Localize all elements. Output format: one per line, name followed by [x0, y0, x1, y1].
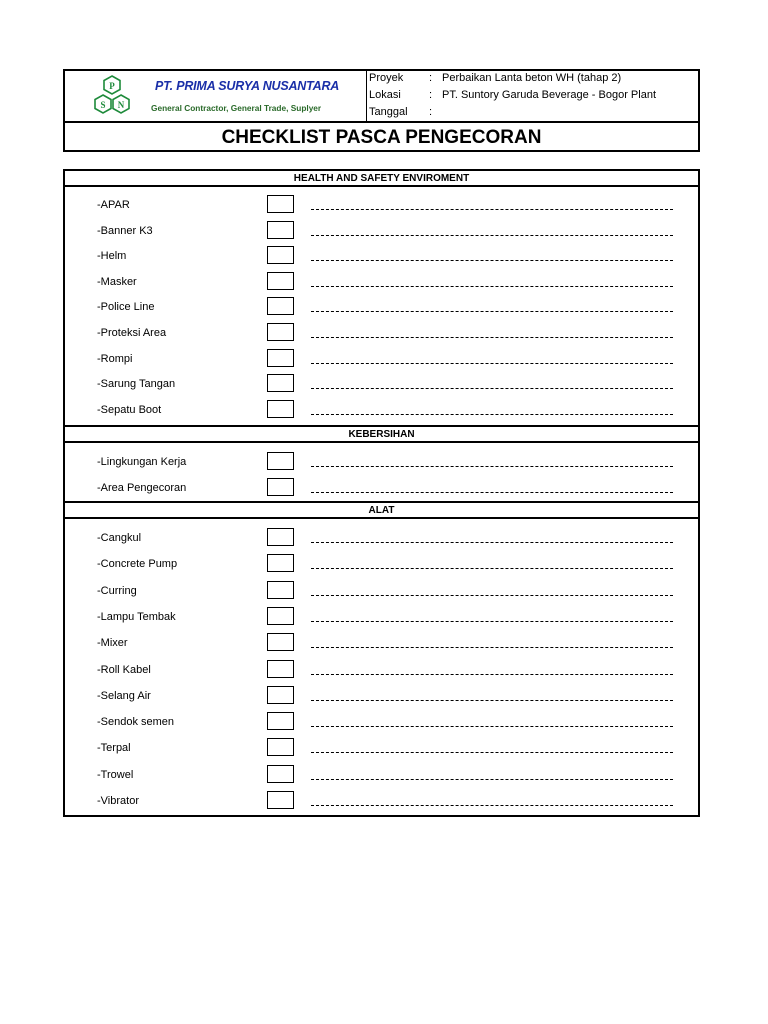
info-value: PT. Suntory Garuda Beverage - Bogor Plant — [442, 89, 657, 101]
company-block — [65, 71, 367, 121]
notes-line[interactable] — [311, 363, 673, 364]
checklist-row — [65, 607, 698, 633]
project-info — [369, 71, 699, 121]
notes-line[interactable] — [311, 621, 673, 622]
checklist-item-label: -Rompi — [97, 352, 133, 365]
checklist-table — [63, 169, 700, 817]
info-label: Proyek — [369, 72, 404, 84]
notes-line[interactable] — [311, 779, 673, 780]
notes-line[interactable] — [311, 466, 673, 467]
notes-line[interactable] — [311, 568, 673, 569]
checklist-row — [65, 452, 698, 478]
document-header — [63, 69, 700, 152]
checkbox[interactable] — [267, 607, 294, 625]
checkbox[interactable] — [267, 738, 294, 756]
checklist-row — [65, 221, 698, 247]
notes-line[interactable] — [311, 492, 673, 493]
notes-line[interactable] — [311, 388, 673, 389]
notes-line[interactable] — [311, 805, 673, 806]
checklist-row — [65, 633, 698, 659]
checklist-row — [65, 246, 698, 272]
info-label: Tanggal — [369, 106, 408, 118]
checklist-item-label: -Concrete Pump — [97, 558, 178, 571]
checklist-item-label: -APAR — [97, 199, 130, 211]
checkbox[interactable] — [267, 221, 294, 239]
checkbox[interactable] — [267, 478, 294, 496]
checkbox[interactable] — [267, 195, 294, 213]
checkbox[interactable] — [267, 452, 294, 470]
checkbox[interactable] — [267, 765, 294, 783]
checklist-row — [65, 554, 698, 580]
logo-letter-s: S — [100, 100, 106, 110]
checklist-row — [65, 374, 698, 400]
checkbox[interactable] — [267, 297, 294, 315]
document-title: CHECKLIST PASCA PENGECORAN — [221, 127, 542, 148]
info-colon: : — [429, 106, 433, 118]
checkbox[interactable] — [267, 660, 294, 678]
notes-line[interactable] — [311, 726, 673, 727]
checkbox[interactable] — [267, 246, 294, 264]
checklist-row — [65, 712, 698, 738]
section-heading: ALAT — [65, 503, 698, 519]
checklist-item-label: -Vibrator — [97, 795, 139, 807]
notes-line[interactable] — [311, 542, 673, 543]
notes-line[interactable] — [311, 647, 673, 648]
checklist-item-label: -Helm — [97, 250, 127, 263]
checklist-item-label: -Banner K3 — [97, 224, 153, 237]
checklist-item-label: -Proteksi Area — [97, 327, 167, 339]
notes-line[interactable] — [311, 260, 673, 261]
checkbox[interactable] — [267, 633, 294, 651]
checklist-row — [65, 581, 698, 607]
checklist-row — [65, 686, 698, 712]
info-label: Lokasi — [369, 89, 401, 101]
checklist-row — [65, 195, 698, 221]
logo-letter-p: P — [109, 81, 115, 91]
notes-line[interactable] — [311, 752, 673, 753]
notes-line[interactable] — [311, 700, 673, 701]
checklist-row — [65, 738, 698, 764]
header-top-row — [65, 71, 698, 123]
checklist-item-label: -Lampu Tembak — [97, 610, 176, 623]
checklist-row — [65, 297, 698, 323]
checklist-item-label: -Lingkungan Kerja — [97, 456, 187, 468]
company-logo-icon — [93, 75, 131, 119]
checkbox[interactable] — [267, 712, 294, 730]
checklist-row — [65, 791, 698, 817]
checklist-row — [65, 272, 698, 298]
checkbox[interactable] — [267, 272, 294, 290]
notes-line[interactable] — [311, 337, 673, 338]
checklist-row — [65, 400, 698, 426]
checklist-item-label: -Curring — [97, 584, 137, 597]
checkbox[interactable] — [267, 791, 294, 809]
notes-line[interactable] — [311, 286, 673, 287]
company-name: PT. PRIMA SURYA NUSANTARA — [155, 79, 340, 93]
checkbox[interactable] — [267, 554, 294, 572]
checkbox[interactable] — [267, 323, 294, 341]
checklist-item-label: -Roll Kabel — [97, 663, 151, 676]
section-heading: KEBERSIHAN — [65, 427, 698, 443]
checklist-row — [65, 528, 698, 554]
info-colon: : — [429, 89, 433, 101]
company-tagline: General Contractor, General Trade, Suplyer — [151, 103, 322, 113]
notes-line[interactable] — [311, 674, 673, 675]
checklist-row — [65, 765, 698, 791]
checkbox[interactable] — [267, 374, 294, 392]
checkbox[interactable] — [267, 686, 294, 704]
checkbox[interactable] — [267, 400, 294, 418]
checklist-item-label: -Trowel — [97, 768, 134, 781]
checklist-item-label: -Police Line — [97, 301, 155, 314]
notes-line[interactable] — [311, 595, 673, 596]
checklist-item-label: -Masker — [97, 275, 137, 288]
checklist-item-label: -Cangkul — [97, 532, 142, 544]
checkbox[interactable] — [267, 528, 294, 546]
notes-line[interactable] — [311, 235, 673, 236]
checklist-row — [65, 323, 698, 349]
checklist-item-label: -Area Pengecoran — [97, 482, 187, 494]
checkbox[interactable] — [267, 581, 294, 599]
logo-letter-n: N — [117, 100, 125, 110]
checklist-item-label: -Sepatu Boot — [97, 403, 162, 416]
info-colon: : — [429, 72, 433, 84]
notes-line[interactable] — [311, 414, 673, 415]
checklist-row — [65, 660, 698, 686]
checklist-item-label: -Selang Air — [97, 689, 151, 702]
checklist-item-label: -Sendok semen — [97, 716, 175, 729]
notes-line[interactable] — [311, 311, 673, 312]
checkbox[interactable] — [267, 349, 294, 367]
section-heading: HEALTH AND SAFETY ENVIROMENT — [65, 171, 698, 187]
checklist-item-label: -Sarung Tangan — [97, 378, 176, 391]
info-value: Perbaikan Lanta beton WH (tahap 2) — [442, 72, 622, 84]
checklist-item-label: -Mixer — [97, 637, 128, 650]
checklist-item-label: -Terpal — [97, 742, 131, 755]
checklist-row — [65, 349, 698, 375]
notes-line[interactable] — [311, 209, 673, 210]
